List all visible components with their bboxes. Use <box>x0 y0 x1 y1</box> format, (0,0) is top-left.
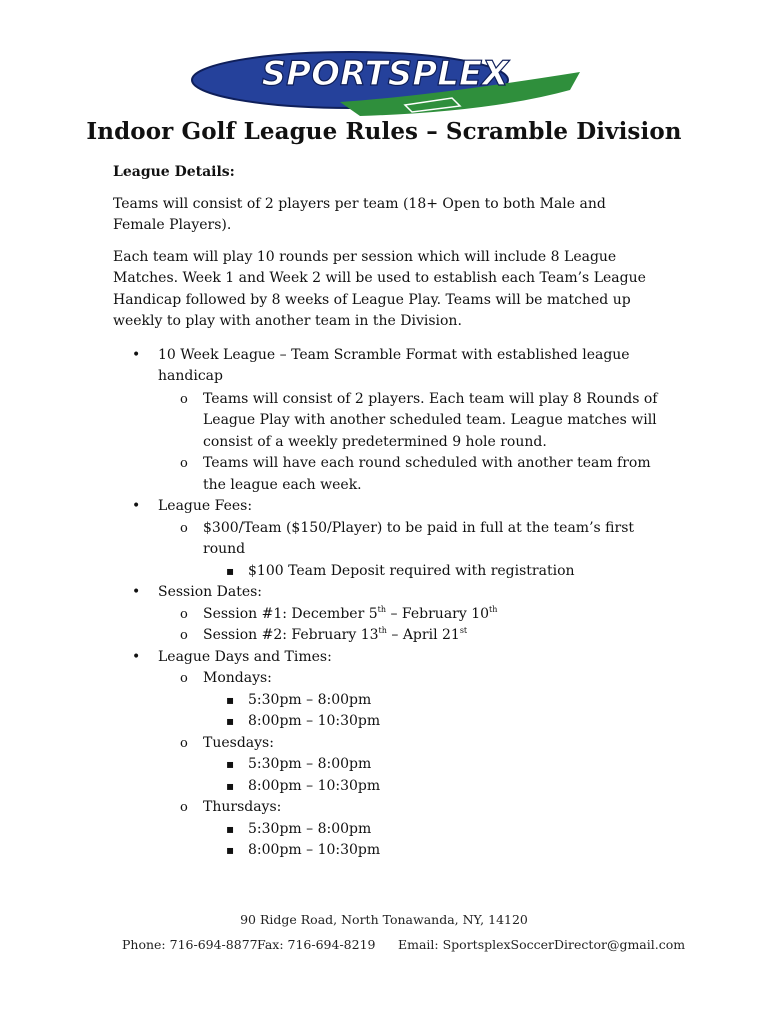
page-title: Indoor Golf League Rules – Scramble Division <box>86 118 682 145</box>
list-item-fees-deposit: ▪ $100 Team Deposit required with registration <box>113 561 658 583</box>
list-item-session-2: o Session #2: February 13th – April 21st <box>113 625 658 647</box>
circle-bullet-icon: o <box>180 671 188 686</box>
footer-email: Email: SportsplexSoccerDirector@gmail.com <box>398 937 686 952</box>
paragraph-rounds: Each team will play 10 rounds per session which will include 8 League Matches. Week 1 and Week 2 will be used to establish each Team’s League Handicap followed by 8 weeks of League Play. Teams will be matched up weekly to play with another team in the Division. <box>113 248 646 329</box>
list-item-fees-amount: o $300/Team ($150/Player) to be paid in full at the team’s first round <box>180 519 635 557</box>
circle-bullet-icon: o <box>180 456 188 471</box>
square-bullet-icon: ▪ <box>226 692 235 707</box>
list-item-sessions: • Session Dates: <box>113 582 658 604</box>
circle-bullet-icon: o <box>180 735 188 751</box>
document-body <box>113 162 658 862</box>
format-label: 10 Week League – Team Scramble Format with established league handicap <box>158 346 630 384</box>
square-bullet-icon: ▪ <box>226 843 235 857</box>
square-bullet-icon: ▪ <box>226 757 235 771</box>
circle-bullet-icon: o <box>180 391 188 407</box>
logo-text: SPORTSPLEX <box>261 54 509 94</box>
bullet-icon: • <box>132 584 141 600</box>
paragraph-team-size: Teams will consist of 2 players per team (18+ Open to both Male and Female Players). <box>113 195 606 233</box>
list-item-format-sub-2: o Teams will have each round scheduled with another team from the league each week. <box>180 455 651 493</box>
circle-bullet-icon: o <box>180 628 188 643</box>
rules-list <box>113 345 658 862</box>
list-item-tuesdays-time-1: ▪ 5:30pm – 8:00pm <box>113 754 658 776</box>
bullet-icon: • <box>132 498 141 514</box>
bullet-icon: • <box>132 346 141 363</box>
circle-bullet-icon: o <box>180 606 188 622</box>
square-bullet-icon: ▪ <box>226 821 235 836</box>
list-item-format <box>113 345 658 388</box>
list-item-mondays-time-1: ▪ 5:30pm – 8:00pm <box>113 690 658 712</box>
list-item-fees: • League Fees: <box>113 496 658 518</box>
list-item-tuesdays: o Tuesdays: <box>113 733 658 755</box>
list-item-thursdays: o Thursdays: <box>113 797 658 819</box>
square-bullet-icon: ▪ <box>226 714 235 728</box>
sportsplex-logo <box>190 50 580 120</box>
circle-bullet-icon: o <box>180 520 188 536</box>
bullet-icon: • <box>132 648 141 665</box>
list-item-thursdays-time-1: ▪ 5:30pm – 8:00pm <box>113 819 658 841</box>
list-item-thursdays-time-2: ▪ 8:00pm – 10:30pm <box>113 840 658 862</box>
list-item-tuesdays-time-2: ▪ 8:00pm – 10:30pm <box>113 776 658 798</box>
list-item-days: • League Days and Times: <box>113 647 658 669</box>
circle-bullet-icon: o <box>180 800 188 815</box>
square-bullet-icon: ▪ <box>226 778 235 793</box>
list-item-format-sub-1: o Teams will consist of 2 players. Each team will play 8 Rounds of League Play with another scheduled team. League matches will consist of a weekly predetermined 9 hole round. <box>180 390 658 450</box>
footer-address: 90 Ridge Road, North Tonawanda, NY, 14120 <box>240 912 528 927</box>
square-bullet-icon: ▪ <box>226 563 235 578</box>
footer-phone: Phone: 716-694-8877 <box>122 937 258 952</box>
list-item-mondays: o Mondays: <box>113 668 658 690</box>
league-details-heading: League Details: <box>113 164 235 180</box>
footer-fax: Fax: 716-694-8219 <box>257 937 376 952</box>
list-item-mondays-time-2: ▪ 8:00pm – 10:30pm <box>113 711 658 733</box>
list-item-session-1: o Session #1: December 5th – February 10th <box>113 604 658 626</box>
